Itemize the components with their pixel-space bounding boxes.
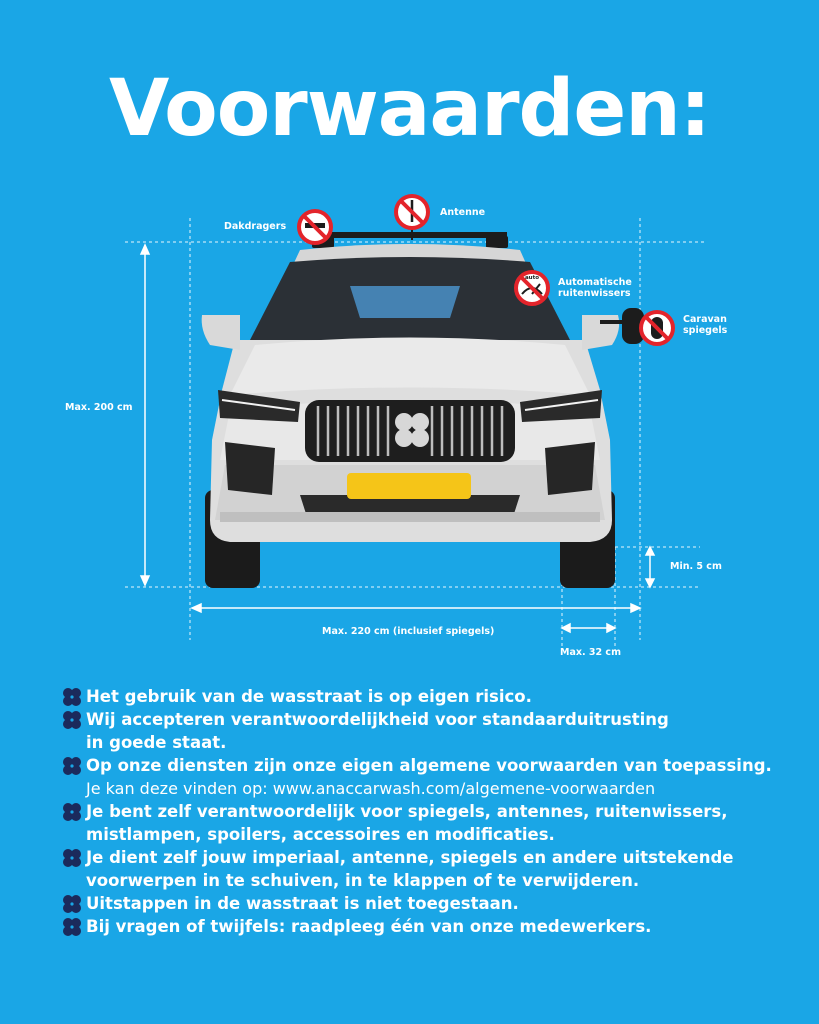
rule-text-cont: mistlampen, spoilers, accessoires en modificaties.: [86, 825, 555, 844]
rule-item: [60, 754, 780, 800]
rule-item: [60, 800, 780, 846]
clover-bullet-icon: [60, 916, 86, 938]
car-diagram-graphic: [0, 190, 819, 670]
rule-text: Uitstappen in de wasstraat is niet toegestaan.: [86, 894, 519, 913]
label-spiegels: spiegels: [683, 324, 728, 336]
rule-text: Bij vragen of twijfels: raadpleeg één van onze medewerkers.: [86, 917, 652, 936]
rule-text-cont: in goede staat.: [86, 733, 227, 752]
label-max-width: Max. 220 cm (inclusief spiegels): [322, 626, 495, 637]
label-min-ground: Min. 5 cm: [670, 561, 722, 572]
label-caravan-spiegels: [683, 315, 727, 337]
rule-text: Op onze diensten zijn onze eigen algemene voorwaarden van toepassing.: [86, 756, 772, 775]
rule-item: [60, 846, 780, 892]
clover-bullet-icon: [60, 847, 86, 869]
rule-text: Je bent zelf verantwoordelijk voor spiegels, antennes, ruitenwissers,: [86, 802, 728, 821]
rule-item: [60, 685, 780, 708]
label-max-tire: Max. 32 cm: [560, 647, 621, 658]
rule-item: [60, 708, 780, 754]
rule-subtext-url: Je kan deze vinden op: www.anaccarwash.com/algemene-voorwaarden: [86, 779, 656, 798]
rule-item: [60, 915, 780, 938]
label-ruitenwissers: ruitenwissers: [558, 287, 631, 299]
rule-text: Wij accepteren verantwoordelijkheid voor standaarduitrusting: [86, 710, 669, 729]
label-dakdragers: Dakdragers: [224, 221, 287, 232]
prohibit-antenna-icon: [396, 196, 428, 228]
clover-bullet-icon: [60, 801, 86, 823]
rule-item: [60, 892, 780, 915]
rule-text: Het gebruik van de wasstraat is op eigen risico.: [86, 687, 532, 706]
prohibit-caravan-mirror-icon: [641, 312, 673, 344]
vehicle-dimensions-diagram: [0, 190, 819, 670]
label-antenne: Antenne: [440, 207, 486, 218]
page-title: Voorwaarden:: [109, 64, 710, 154]
label-max-height: Max. 200 cm: [65, 402, 133, 413]
rule-text: Je dient zelf jouw imperiaal, antenne, spiegels en andere uitstekende: [86, 848, 734, 867]
prohibit-roof-rack-icon: [299, 211, 331, 243]
rule-text-cont: voorwerpen in te schuiven, in te klappen of te verwijderen.: [86, 871, 640, 890]
prohibit-wiper-icon: [516, 272, 548, 304]
clover-bullet-icon: [60, 755, 86, 777]
label-automatische: Automatische: [558, 277, 632, 288]
clover-bullet-icon: [60, 686, 86, 708]
auto-badge: auto: [524, 275, 540, 281]
clover-bullet-icon: [60, 893, 86, 915]
clover-bullet-icon: [60, 709, 86, 731]
label-automatische-ruitenwissers: [558, 278, 632, 300]
rules-list: [60, 685, 780, 938]
label-caravan: Caravan: [683, 314, 727, 325]
